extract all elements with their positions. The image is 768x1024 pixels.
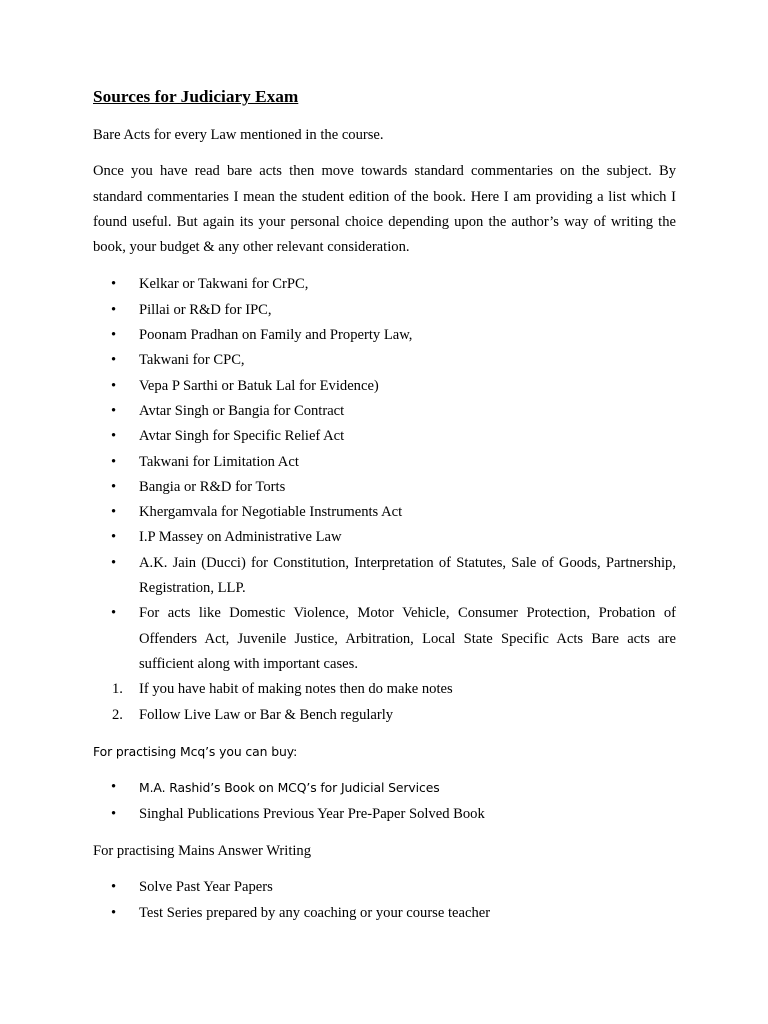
list-item-text: Poonam Pradhan on Family and Property Law,: [139, 327, 413, 344]
bullet-marker: •: [111, 453, 117, 470]
list-item: [93, 475, 676, 500]
list-item-text: Takwani for CPC,: [139, 352, 245, 369]
list-item-text: Test Series prepared by any coaching or your course teacher: [139, 905, 491, 922]
list-item: [93, 272, 676, 297]
bullet-marker: •: [111, 905, 117, 922]
list-item: [93, 875, 676, 900]
bullet-marker: •: [111, 402, 117, 419]
mains-list: [93, 875, 676, 927]
list-item: [93, 500, 676, 525]
document-page: [93, 86, 676, 927]
document-title: Sources for Judiciary Exam: [93, 87, 299, 106]
list-item: [93, 525, 676, 550]
list-item: [93, 399, 676, 424]
list-item-text: A.K. Jain (Ducci) for Constitution, Interpretation of Statutes, Sale of Goods, Partnership, Registration, LLP.: [139, 554, 676, 597]
bullet-marker: •: [111, 605, 117, 622]
list-item-text: Solve Past Year Papers: [139, 879, 273, 896]
list-item: [93, 424, 676, 449]
bullet-marker: •: [111, 327, 117, 344]
list-item-text: If you have habit of making notes then do make notes: [139, 681, 453, 698]
spacer: [93, 828, 676, 839]
mains-heading: For practising Mains Answer Writing: [93, 842, 312, 859]
list-item: [93, 323, 676, 348]
list-item-text: Singhal Publications Previous Year Pre-Paper Solved Book: [139, 806, 485, 823]
bullet-marker: •: [111, 504, 117, 521]
list-item: [93, 703, 676, 728]
books-list: [93, 272, 676, 677]
list-item: [93, 775, 676, 801]
bullet-marker: •: [111, 352, 117, 369]
bullet-marker: •: [111, 529, 117, 546]
mcq-books-list: [93, 775, 676, 828]
list-item: [93, 551, 676, 602]
list-item: [93, 901, 676, 926]
list-item: [93, 802, 676, 827]
list-item-text: Kelkar or Takwani for CrPC,: [139, 276, 309, 293]
bullet-marker: •: [111, 276, 117, 293]
list-item-text: Vepa P Sarthi or Batuk Lal for Evidence): [139, 377, 379, 394]
number-marker: 2.: [112, 706, 123, 723]
list-item: [93, 298, 676, 323]
list-item-text: M.A. Rashid’s Book on MCQ’s for Judicial Services: [139, 780, 440, 796]
list-item-text: I.P Massey on Administrative Law: [139, 529, 342, 546]
list-item-text: Follow Live Law or Bar & Bench regularly: [139, 706, 394, 723]
list-item-text: Avtar Singh for Specific Relief Act: [139, 428, 345, 445]
list-item-text: Avtar Singh or Bangia for Contract: [139, 402, 345, 419]
bullet-marker: •: [111, 478, 117, 495]
number-marker: 1.: [112, 681, 123, 698]
tips-list: [93, 677, 676, 728]
bullet-marker: •: [111, 779, 117, 796]
intro-text: Bare Acts for every Law mentioned in the course.: [93, 127, 384, 143]
list-item-text: Bangia or R&D for Torts: [139, 478, 286, 495]
list-item: [93, 374, 676, 399]
list-item-text: Pillai or R&D for IPC,: [139, 301, 272, 318]
list-item: [93, 677, 676, 702]
commentaries-paragraph: Once you have read bare acts then move towards standard commentaries on the subject. By standard commentaries I mean the student edition of the book. Here I am providing a list which I found useful. But again its your personal choice depending upon the author’s way of writing the book, your budget & any other relevant consideration.: [93, 163, 676, 256]
mcq-heading: For practising Mcq’s you can buy:: [93, 743, 298, 759]
spacer: [93, 728, 676, 739]
bullet-marker: •: [111, 301, 117, 318]
bullet-marker: •: [111, 554, 117, 571]
bullet-marker: •: [111, 428, 117, 445]
list-item: [93, 601, 676, 677]
list-item-text: Takwani for Limitation Act: [139, 453, 299, 470]
list-item: [93, 348, 676, 373]
bullet-marker: •: [111, 806, 117, 823]
bullet-marker: •: [111, 377, 117, 394]
bullet-marker: •: [111, 879, 117, 896]
list-item-text: For acts like Domestic Violence, Motor Vehicle, Consumer Protection, Probation of Offenders Act, Juvenile Justice, Arbitration, Local State Specific Acts Bare acts are sufficient along with important cases.: [139, 605, 676, 672]
list-item-text: Khergamvala for Negotiable Instruments Act: [139, 504, 403, 521]
list-item: [93, 450, 676, 475]
